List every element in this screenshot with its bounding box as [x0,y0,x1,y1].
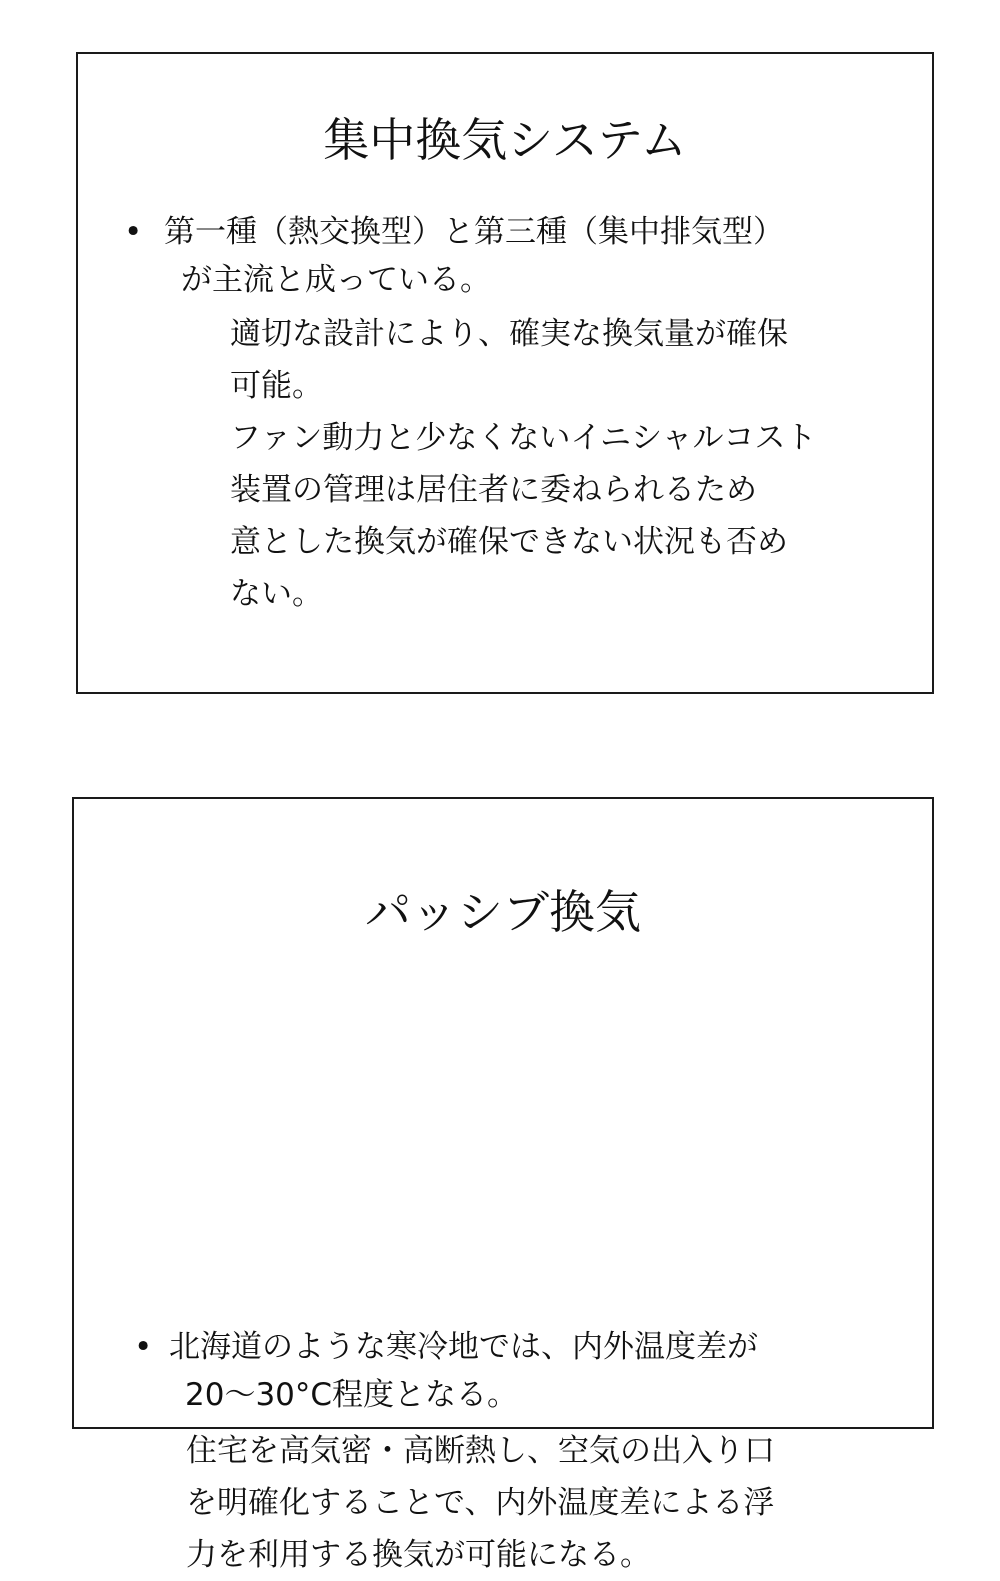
sub-line: 可能。 [230,368,323,404]
sub-paragraph [230,308,817,620]
slide-2 [72,797,934,1573]
sub-line: を明確化することで、内外温度差による浮 [186,1485,775,1521]
sub-line: 力を利用する換気が可能になる。 [186,1537,651,1573]
bullet-line: 北海道のような寒冷地では、内外温度差が [169,1329,758,1365]
bullet-line: 20〜30°C程度となる。 [185,1377,519,1413]
bullet-marker: • [124,214,143,250]
slide-title: 集中換気システム [323,113,687,167]
sub-paragraph [186,1425,775,1581]
slide-1 [76,52,934,694]
sub-line: ない。 [230,576,323,612]
bullet-line: が主流と成っている。 [181,262,491,298]
sub-line: 適切な設計により、確実な換気量が確保 [230,316,788,352]
bullet-line: 第一種（熱交換型）と第三種（集中排気型） [164,214,784,250]
bullet-marker: • [134,1329,153,1365]
bullet-text [164,208,784,304]
sub-line: 意とした換気が確保できない状況も否め [230,524,788,560]
slide-title: パッシブ換気 [365,885,641,939]
sub-line: 装置の管理は居住者に委ねられるため [230,472,757,508]
sub-line: 住宅を高気密・高断熱し、空気の出入り口 [186,1433,775,1469]
bullet-text [169,1323,758,1419]
sub-line: ファン動力と少なくないイニシャルコスト [230,420,817,456]
